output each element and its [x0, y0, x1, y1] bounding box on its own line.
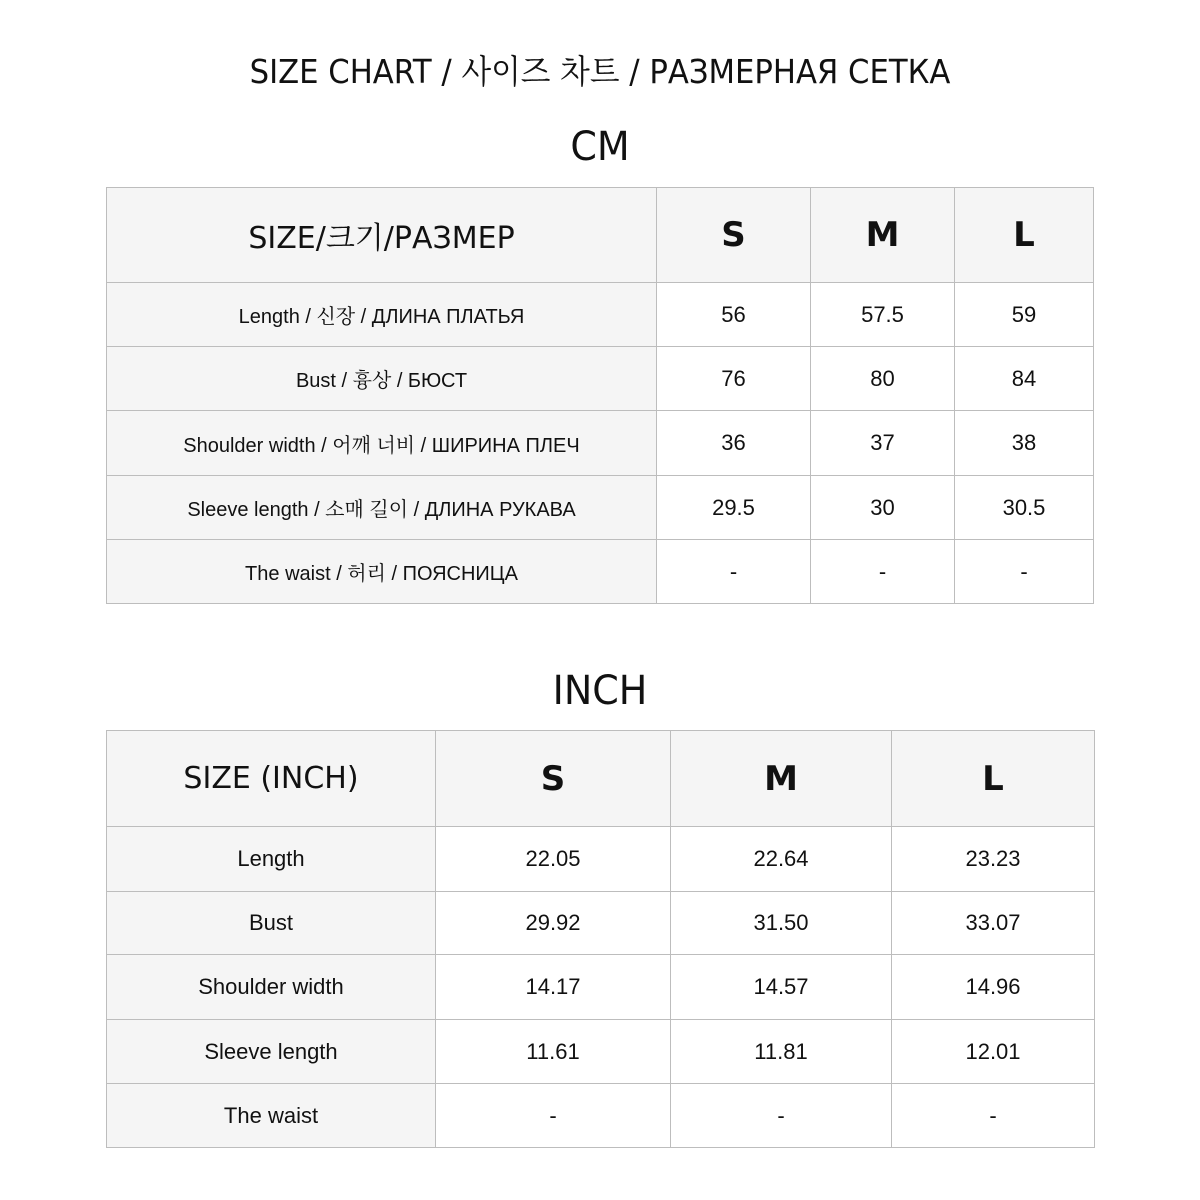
table-row [107, 892, 1095, 955]
row-label: Bust [107, 892, 436, 955]
cell-value: - [671, 1084, 892, 1148]
cell-value: 33.07 [892, 892, 1095, 955]
size-column-header: SIZE (INCH) [107, 731, 436, 827]
row-label: Sleeve length / 소매 길이 / ДЛИНА РУКАВА [107, 476, 657, 540]
cell-value: - [811, 540, 955, 604]
size-m-header: M [671, 731, 892, 827]
size-m-header: M [811, 188, 955, 283]
cell-value: 36 [657, 411, 811, 476]
table-row [107, 476, 1094, 540]
cell-value: 11.81 [671, 1020, 892, 1084]
page-title: SIZE CHART / 사이즈 차트 / РАЗМЕРНАЯ СЕТКА [249, 52, 951, 91]
table-row [107, 283, 1094, 347]
cell-value: 14.57 [671, 955, 892, 1020]
cell-value: 30.5 [955, 476, 1094, 540]
row-label: The waist / 허리 / ПОЯСНИЦА [107, 540, 657, 604]
size-s-header: S [657, 188, 811, 283]
table-row [107, 1084, 1095, 1148]
cell-value: 29.92 [436, 892, 671, 955]
inch-size-table [106, 730, 1095, 1148]
size-column-header: SIZE/크기/РАЗМЕР [107, 188, 657, 283]
cm-size-table [106, 187, 1094, 604]
cell-value: 11.61 [436, 1020, 671, 1084]
cell-value: - [657, 540, 811, 604]
cell-value: 38 [955, 411, 1094, 476]
size-s-header: S [436, 731, 671, 827]
cell-value: - [892, 1084, 1095, 1148]
cell-value: - [955, 540, 1094, 604]
row-label: The waist [107, 1084, 436, 1148]
row-label: Shoulder width [107, 955, 436, 1020]
row-label: Length / 신장 / ДЛИНА ПЛАТЬЯ [107, 283, 657, 347]
table-header-row [107, 731, 1095, 827]
size-l-header: L [955, 188, 1094, 283]
table-row [107, 347, 1094, 411]
table-row [107, 955, 1095, 1020]
cell-value: 76 [657, 347, 811, 411]
row-label: Length [107, 827, 436, 892]
cell-value: 22.64 [671, 827, 892, 892]
cell-value: 57.5 [811, 283, 955, 347]
cell-value: 12.01 [892, 1020, 1095, 1084]
row-label: Sleeve length [107, 1020, 436, 1084]
size-l-header: L [892, 731, 1095, 827]
table-row [107, 827, 1095, 892]
table-row [107, 1020, 1095, 1084]
cell-value: 23.23 [892, 827, 1095, 892]
cell-value: 37 [811, 411, 955, 476]
cell-value: 14.96 [892, 955, 1095, 1020]
cell-value: - [436, 1084, 671, 1148]
table-header-row [107, 188, 1094, 283]
cm-section-title: CM [570, 124, 630, 170]
inch-section-title: INCH [552, 668, 648, 714]
cell-value: 30 [811, 476, 955, 540]
cell-value: 56 [657, 283, 811, 347]
row-label: Shoulder width / 어깨 너비 / ШИРИНА ПЛЕЧ [107, 411, 657, 476]
row-label: Bust / 흉상 / БЮСТ [107, 347, 657, 411]
cell-value: 31.50 [671, 892, 892, 955]
cell-value: 84 [955, 347, 1094, 411]
cell-value: 22.05 [436, 827, 671, 892]
cell-value: 59 [955, 283, 1094, 347]
cell-value: 14.17 [436, 955, 671, 1020]
table-row [107, 411, 1094, 476]
cell-value: 80 [811, 347, 955, 411]
cell-value: 29.5 [657, 476, 811, 540]
table-row [107, 540, 1094, 604]
